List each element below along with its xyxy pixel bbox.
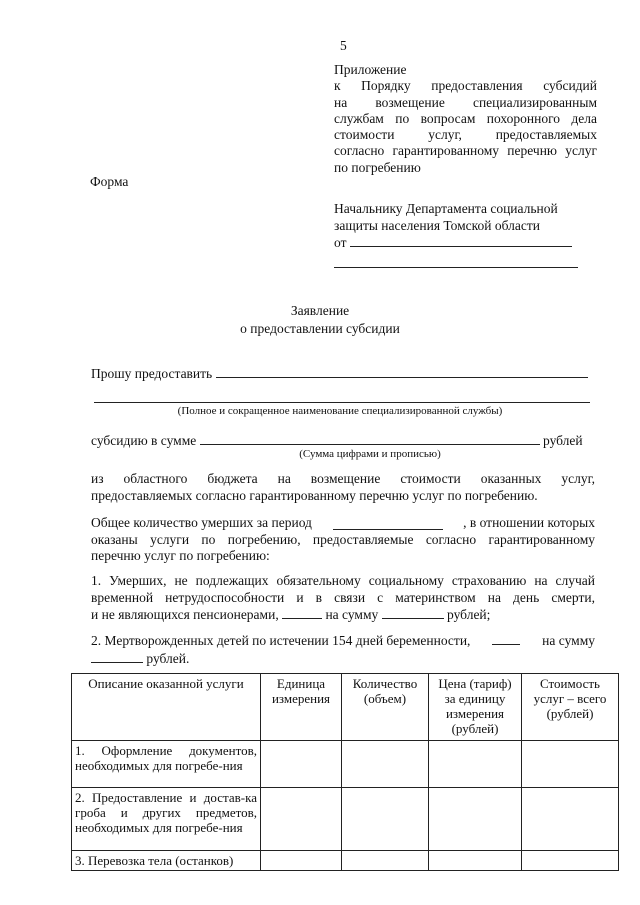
item1-line: 1. Умерших, не подлежащих обязательному социальному страхованию на случай — [91, 573, 595, 588]
budget-line: предоставляемых согласно гарантированному перечню услуг по погребению. — [91, 487, 538, 503]
item2-text: 2. Мертворожденных детей по истечении 154 дней беременности, — [91, 633, 471, 648]
budget-line: из областного бюджета на возмещение стоимости оказанных услуг, — [91, 471, 595, 486]
table-row — [72, 788, 619, 851]
table-cell[interactable] — [261, 788, 342, 851]
period-field[interactable] — [333, 517, 443, 530]
table-cell[interactable] — [429, 851, 522, 871]
item1-paragraph — [91, 573, 595, 624]
appendix-line: Приложение — [334, 62, 407, 77]
col-header: Количество (объем) — [342, 674, 429, 741]
table-cell[interactable] — [522, 788, 619, 851]
ask-label: Прошу предоставить — [91, 366, 213, 381]
table-row — [72, 741, 619, 788]
from-field[interactable] — [350, 234, 572, 247]
item1-count-field[interactable] — [282, 606, 322, 619]
appendix-line: стоимости услуг, предоставляемых — [334, 127, 597, 143]
addressee-block — [334, 200, 584, 272]
total-label-2: , в отношении которых — [463, 515, 595, 530]
subsidy-line — [91, 432, 595, 449]
table-cell[interactable] — [261, 741, 342, 788]
subsidy-amount-field[interactable] — [200, 432, 540, 445]
item2-count-field[interactable] — [492, 632, 520, 645]
table-cell[interactable] — [342, 741, 429, 788]
col-header: Описание оказанной услуги — [72, 674, 261, 741]
table-cell[interactable] — [522, 851, 619, 871]
appendix-line: на возмещение специализированным — [334, 94, 597, 110]
amount-hint: (Сумма цифрами и прописью) — [299, 448, 441, 460]
appendix-header — [334, 62, 597, 176]
item2-paragraph — [91, 632, 595, 667]
service-description: 1. Оформление документов, необходимых для погребе-ния — [72, 741, 261, 788]
appendix-line: к Порядку предоставления субсидий — [334, 78, 597, 94]
services-table — [71, 673, 619, 871]
from-field-2[interactable] — [334, 255, 578, 268]
col-header: Единица измерения — [261, 674, 342, 741]
col-header: Цена (тариф) за единицу измерения (рублей) — [429, 674, 522, 741]
currency-label: рублей — [543, 433, 583, 448]
appendix-line: согласно гарантированному перечню услуг — [334, 143, 597, 159]
addressee-line: защиты населения Томской области — [334, 218, 541, 233]
org-name-field[interactable] — [216, 365, 588, 378]
form-label: Форма — [90, 174, 129, 189]
total-label: Общее количество умерших за период — [91, 515, 312, 530]
page-number: 5 — [340, 38, 347, 53]
total-line: оказаны услуги по погребению, предоставляемые согласно гарантированному — [91, 531, 595, 547]
table-cell[interactable] — [342, 788, 429, 851]
table-cell[interactable] — [429, 741, 522, 788]
item1-text: на сумму — [325, 607, 379, 622]
table-row — [72, 851, 619, 871]
item1-text: рублей; — [447, 607, 491, 622]
col-header: Стоимость услуг – всего (рублей) — [522, 674, 619, 741]
item1-sum-field[interactable] — [382, 606, 444, 619]
service-description: 2. Предоставление и достав-ка гроба и других предметов, необходимых для погребе-ния — [72, 788, 261, 851]
total-line: перечню услуг по погребению: — [91, 548, 270, 563]
table-cell[interactable] — [522, 741, 619, 788]
table-cell[interactable] — [261, 851, 342, 871]
total-paragraph — [91, 515, 595, 565]
from-label: от — [334, 235, 347, 250]
item2-sum-field[interactable] — [91, 650, 143, 663]
appendix-line: службам по вопросам похоронного дела — [334, 110, 597, 126]
service-description: 3. Перевозка тела (останков) — [72, 851, 261, 871]
addressee-line: Начальнику Департамента социальной — [334, 201, 558, 216]
request-line — [91, 365, 595, 382]
item1-text: и не являющихся пенсионерами, — [91, 607, 279, 622]
item2-text: на сумму — [542, 633, 595, 648]
subsidy-label: субсидию в сумме — [91, 433, 197, 448]
doc-subtitle: о предоставлении субсидии — [240, 321, 400, 336]
item1-line: временной нетрудоспособности и в связи с материнством на день смерти, — [91, 589, 595, 605]
table-header-row — [72, 674, 619, 741]
item2-text: рублей. — [146, 650, 190, 666]
org-hint: (Полное и сокращенное наименование специализированной службы) — [177, 405, 503, 417]
table-cell[interactable] — [429, 788, 522, 851]
org-name-field-2[interactable] — [94, 390, 590, 403]
budget-paragraph — [91, 471, 595, 504]
doc-title: Заявление — [290, 303, 350, 318]
appendix-line: по погребению — [334, 159, 421, 175]
table-cell[interactable] — [342, 851, 429, 871]
